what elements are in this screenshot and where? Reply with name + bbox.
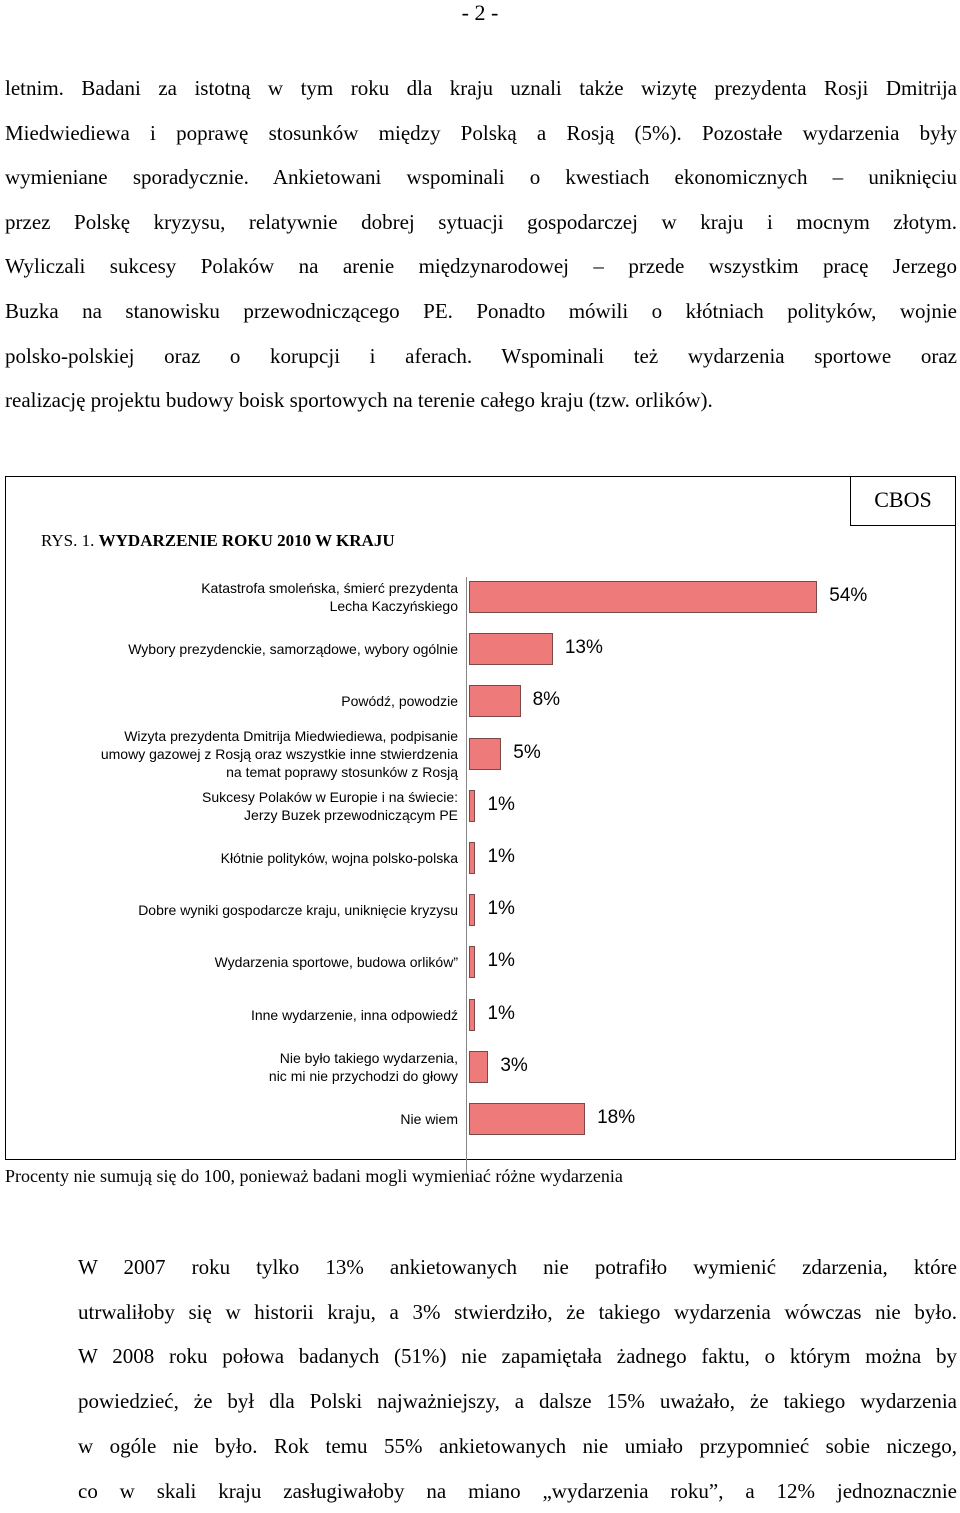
para2-line: utrwaliłoby się w historii kraju, a 3% stwierdziło, że takiego wydarzenia wówczas nie było. <box>78 1299 957 1324</box>
bar-category-label: Dobre wyniki gospodarcze kraju, uniknięcie kryzysu <box>138 902 458 919</box>
bar-value-label: 8% <box>532 689 561 711</box>
figure-box <box>5 476 956 1160</box>
bar <box>469 633 553 665</box>
paragraph-2 <box>5 1245 957 1513</box>
para1-line: Wyliczali sukcesy Polaków na arenie międzynarodowej – przede wszystkim pracę Jerzego <box>5 254 957 279</box>
bar-category-label: Katastrofa smoleńska, śmierć prezydenta Lecha Kaczyńskiego <box>201 580 458 614</box>
bar-category-label: Wizyta prezydenta Dmitrija Miedwiediewa, podpisanie umowy gazowej z Rosją oraz wszystkie inne stwierdzenia na temat poprawy stosunków z Rosją <box>100 727 458 780</box>
para2-line: W 2007 roku tylko 13% ankietowanych nie potrafiło wymienić zdarzenia, które <box>78 1255 957 1279</box>
bar <box>469 738 501 770</box>
bar-value-label: 1% <box>487 950 515 972</box>
bar-value-label: 5% <box>513 741 541 763</box>
para2-line: powiedzieć, że był dla Polski najważniejszy, a dalsze 15% uważało, że takiego wydarzenia <box>78 1389 957 1414</box>
bar <box>469 1103 585 1135</box>
footnote: Procenty nie sumują się do 100, ponieważ badani mogli wymieniać różne wydarzenia <box>5 1166 623 1186</box>
bar <box>469 999 475 1031</box>
para1-line: wymieniane sporadycznie. Ankietowani wspominali o kwestiach ekonomicznych – uniknięciu <box>5 165 957 190</box>
bar-category-label: Nie było takiego wydarzenia, nic mi nie przychodzi do głowy <box>268 1049 458 1084</box>
figure-title <box>41 531 395 551</box>
bar-category-label: Wydarzenia sportowe, budowa orlików” <box>214 954 458 971</box>
para2-line: w ogóle nie było. Rok temu 55% ankietowanych nie umiało przypomnieć sobie niczego, <box>78 1433 957 1458</box>
bar <box>469 946 475 978</box>
para1-line: Buzka na stanowisku przewodniczącego PE. Ponadto mówili o kłótniach polityków, wojnie <box>5 298 957 323</box>
para1-line: Miedwiediewa i poprawę stosunków między Polską a Rosją (5%). Pozostałe wydarzenia były <box>5 120 957 145</box>
figure-title-text: WYDARZENIE ROKU 2010 W KRAJU <box>98 531 395 550</box>
bar-value-label: 3% <box>500 1054 528 1076</box>
bar <box>469 1051 488 1083</box>
bar-category-label: Powódź, powodzie <box>341 693 458 710</box>
bar-category-label: Kłótnie polityków, wojna polsko-polska <box>220 850 458 866</box>
para1-line: przez Polskę kryzysu, relatywnie dobrej sytuacji gospodarczej w kraju i mocnym złotym. <box>5 209 957 234</box>
bar-value-label: 13% <box>564 637 603 659</box>
page-number: - 2 - <box>461 0 499 25</box>
bar-category-label: Sukcesy Polaków w Europie i na świecie: Jerzy Buzek przewodniczącym PE <box>201 788 458 823</box>
para2-line: co w skali kraju zasługiwałoby na miano „wydarzenia roku”, a 12% jednoznacznie <box>78 1478 957 1503</box>
bar-value-label: 1% <box>487 846 515 867</box>
bar <box>469 581 817 613</box>
para1-line: letnim. Badani za istotną w tym roku dla kraju uznali także wizytę prezydenta Rosji Dmitrija <box>5 76 957 100</box>
bar <box>469 685 521 717</box>
bar-category-label: Wybory prezydenckie, samorządowe, wybory ogólnie <box>128 641 458 658</box>
bar-value-label: 1% <box>487 793 515 815</box>
bar <box>469 790 475 822</box>
bar-category-label: Nie wiem <box>400 1111 458 1127</box>
source-label: CBOS <box>850 476 956 526</box>
figure-prefix: RYS. 1. <box>41 531 95 550</box>
bar-value-label: 18% <box>597 1107 636 1128</box>
bar-value-label: 1% <box>487 1002 515 1024</box>
chart-axis-line <box>466 577 467 1175</box>
para1-line: polsko-polskiej oraz o korupcji i aferach. Wspominali też wydarzenia sportowe oraz <box>5 343 957 368</box>
bar <box>469 894 475 926</box>
paragraph-1 <box>5 66 957 423</box>
para1-last-line: realizację projektu budowy boisk sportowych na terenie całego kraju (tzw. orlików). <box>5 388 713 413</box>
bar <box>469 842 475 874</box>
para2-line: W 2008 roku połowa badanych (51%) nie zapamiętała żadnego faktu, o którym można by <box>78 1344 957 1369</box>
bar-category-label: Inne wydarzenie, inna odpowiedź <box>250 1006 458 1023</box>
bar-value-label: 1% <box>487 898 515 920</box>
bar-value-label: 54% <box>829 585 868 606</box>
